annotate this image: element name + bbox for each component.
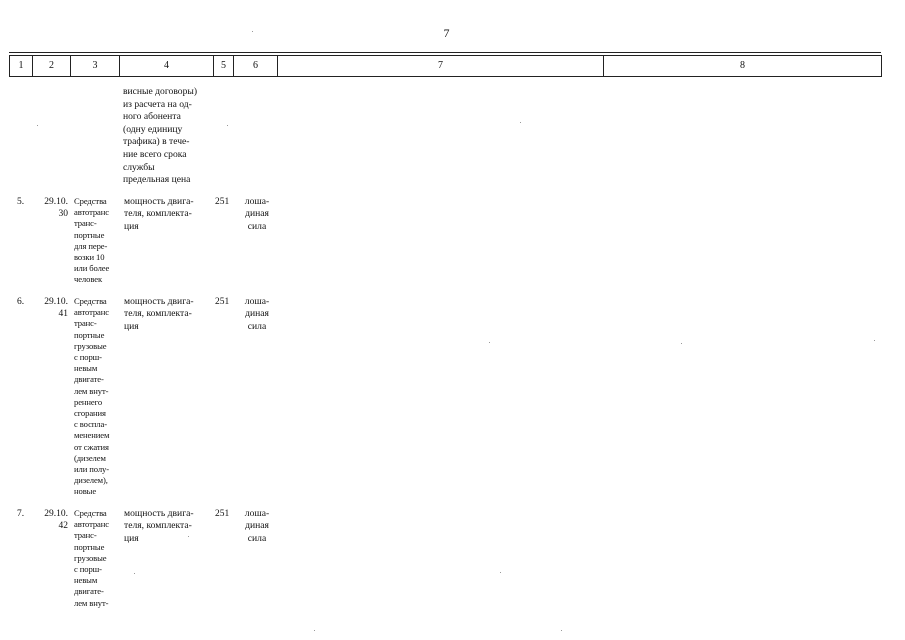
scan-speck <box>489 342 490 343</box>
continuation-characteristic: висные договоры) из расчета на од- ного абонента (одну единицу трафика) в тече- ние всего срока службы предельная цена <box>123 86 198 186</box>
scan-speck <box>561 630 562 631</box>
row-code: 29.10. 42 <box>44 509 68 532</box>
scan-speck <box>500 572 501 573</box>
row-unit: лоша- диная сила <box>244 296 270 332</box>
row-unit: лоша- диная сила <box>244 508 270 544</box>
row-okei-code: 251 <box>215 197 230 207</box>
scan-speck <box>681 343 682 344</box>
header-col-1: 1 <box>10 56 33 77</box>
header-col-6: 6 <box>234 56 278 77</box>
header-col-7: 7 <box>278 56 604 77</box>
row-okei-code: 251 <box>215 297 230 307</box>
header-col-8: 8 <box>604 56 882 77</box>
scan-speck <box>188 536 189 537</box>
table-header <box>9 55 882 77</box>
row-characteristic: мощность двига- теля, комплекта- ция <box>124 196 194 232</box>
scan-speck <box>37 125 38 126</box>
page-number: 7 <box>443 26 450 40</box>
scan-speck <box>520 122 521 123</box>
row-name: Средства автотранс транс- портные грузовые с порш- невым двигате- лем внут- <box>74 508 109 608</box>
scan-speck <box>314 630 315 631</box>
table-top-rule <box>9 52 881 53</box>
row-index: 6. <box>17 297 25 307</box>
row-unit: лоша- диная сила <box>244 196 270 232</box>
row-characteristic: мощность двига- теля, комплекта- ция <box>124 508 194 544</box>
header-col-4: 4 <box>120 56 214 77</box>
header-col-5: 5 <box>214 56 234 77</box>
scan-speck <box>874 340 875 341</box>
scan-speck <box>252 31 253 32</box>
row-code: 29.10. 30 <box>44 197 68 220</box>
header-col-3: 3 <box>71 56 120 77</box>
row-index: 7. <box>17 509 25 519</box>
row-index: 5. <box>17 197 25 207</box>
row-name: Средства автотранс транс- портные для пере- возки 10 или более человек <box>74 196 110 285</box>
row-characteristic: мощность двига- теля, комплекта- ция <box>124 296 194 332</box>
row-code: 29.10. 41 <box>44 297 68 320</box>
row-name: Средства автотранс транс- портные грузовые с порш- невым двигате- лем внут- реннего сгорания с воспла- менением от сжатия (дизелем или полу- дизелем), новые <box>74 296 110 497</box>
row-okei-code: 251 <box>215 509 230 519</box>
header-col-2: 2 <box>33 56 71 77</box>
scan-speck <box>134 573 135 574</box>
scan-speck <box>227 125 228 126</box>
